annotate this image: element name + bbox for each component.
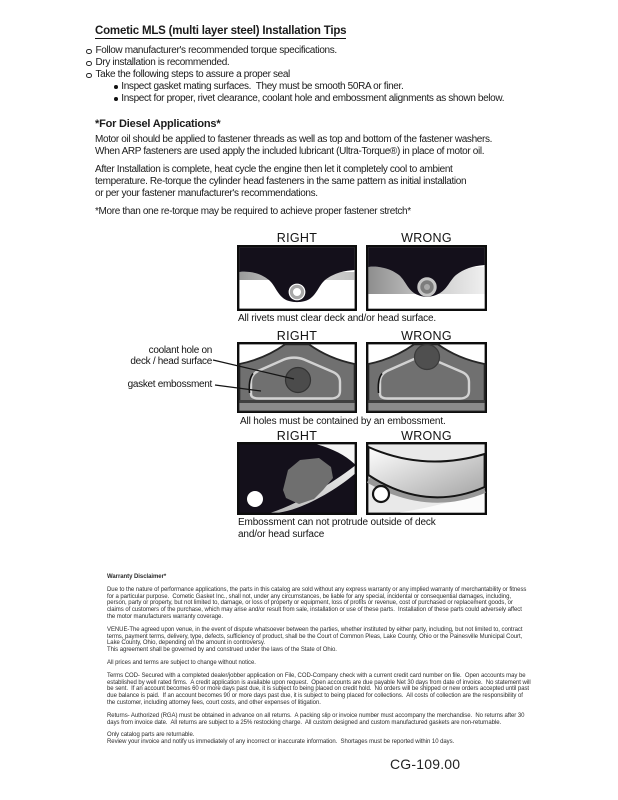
page-code: CG-109.00 <box>390 756 461 772</box>
coolant-hole <box>415 345 440 370</box>
pair3-caption: Embossment can not protrude outside of deck and/or head surface <box>238 517 436 540</box>
bullet-icon <box>114 97 118 101</box>
open-bullet-icon <box>86 49 92 55</box>
coolant-hole-label: coolant hole on deck / head surface <box>130 345 212 368</box>
tip-text: Inspect for proper, rivet clearance, coolant hole and embossment alignments as shown below. <box>121 93 505 104</box>
tip-text: Take the following steps to assure a proper seal <box>95 69 290 80</box>
warranty-disclaimer <box>107 574 531 746</box>
warranty-paragraph: All prices and terms are subject to change without notice. <box>107 659 256 666</box>
tip-text: Follow manufacturer's recommended torque specifications. <box>95 45 337 56</box>
warranty-paragraph: This agreement shall be governed by and construed under the laws of the State of Ohio. <box>107 647 337 654</box>
list-item <box>86 69 536 81</box>
open-bullet-icon <box>86 61 92 67</box>
diagram-protrude-wrong <box>366 442 487 515</box>
tip-text: Inspect gasket mating surfaces. They must be smooth 50RA or finer. <box>121 81 404 92</box>
coolant-hole <box>286 368 311 393</box>
diagram-rivet-wrong <box>366 245 487 311</box>
wrong-label: WRONG <box>401 231 452 245</box>
warranty-paragraph: Due to the nature of performance applications, the parts in this catalog are sold without any express warranty or any implied warranty of merchantability or fitness for a particular purpose. Cometic Gasket Inc., shall not, under any circumstances, be liable for any special, incidental or consequential damages, including, person, party or property, but not limited to, damage, or loss of property or equipment, loss of profits or revenue, cost of purchased or replacement goods, or claims of customers of the purchase, which may arise and/or result from sale, installation or use of these parts. Installation of these parts could adversely affect the motor manufacturers warranty coverage. <box>107 586 528 620</box>
list-item <box>114 81 536 93</box>
installation-tips-list <box>86 45 536 105</box>
open-bullet-icon <box>86 73 92 79</box>
right-label: RIGHT <box>276 329 318 343</box>
pair1-caption: All rivets must clear deck and/or head surface. <box>238 313 437 324</box>
list-item <box>86 57 536 69</box>
diesel-paragraph-2: After Installation is complete, heat cycle the engine then let it completely cool to ambient temperature. Re-torque the cylinder head fasteners in the same pattern as initial installation or per your fastener manufacturer's recommendations. <box>95 164 467 199</box>
page-title: Cometic MLS (multi layer steel) Installation Tips <box>95 25 347 37</box>
bolt-hole <box>247 491 263 507</box>
diesel-note: *More than one re-torque may be required to achieve proper fastener stretch* <box>95 206 411 217</box>
diagram-rivet-right <box>237 245 357 311</box>
wrong-label: WRONG <box>401 329 452 343</box>
list-item <box>86 45 536 57</box>
warranty-paragraph: VENUE-The agreed upon venue, in the event of dispute whatsoever between the parties, whether instituted by either party, including, but not limited to, contract terms, payment terms, delivery, type, defects, sufficiency of product, shall be the Court of Common Pleas, Lake County, Ohio or the Painesville Municipal Court, Lake County, Ohio, depending on the amount in controversy. <box>107 626 525 647</box>
right-label: RIGHT <box>276 231 318 245</box>
warranty-paragraph: Review your invoice and notify us immediately of any incorrect or inaccurate information. Shortages must be reported within 10 days. <box>107 739 455 746</box>
tip-text: Dry installation is recommended. <box>95 57 230 68</box>
warranty-paragraph: Terms COD- Secured with a completed dealer/jobber application on File, COD-Company check with a current credit card number on file. Open accounts may be established by well rated firms. A credit application is available upon request. Open accounts are due payable Net 30 days from date of invoice. No statement will be sent. If an account becomes 60 or more days past due, it is subject to being placed on credit hold. No orders will be shipped or new orders accepted until past due balance is paid. If an account becomes 90 or more days past due, it is subject to being placed for collections. All costs of collection are the responsibility of the customer, including attorney fees, court costs, and other expenses of litigation. <box>107 672 533 706</box>
diagram-embossment-wrong <box>366 342 487 413</box>
warranty-heading: Warranty Disclaimer* <box>107 574 167 580</box>
diagram-embossment-right <box>237 342 357 413</box>
list-item <box>114 93 536 105</box>
wrong-label: WRONG <box>401 429 452 443</box>
warranty-paragraph: Returns- Authorized (RGA) must be obtained in advance on all returns. A packing slip or invoice number must accompany the merchandise. No returns after 30 days from invoice date. All returns are subject to a 25% restocking charge. All custom designed and custom manufactured gaskets are non-returnable. <box>107 712 527 726</box>
right-label: RIGHT <box>276 429 318 443</box>
warranty-paragraph: Only catalog parts are returnable. <box>107 732 195 739</box>
bullet-icon <box>114 85 118 89</box>
gasket-embossment-label: gasket embossment <box>127 379 212 390</box>
diagram-protrude-right <box>237 442 357 515</box>
pair2-caption: All holes must be contained by an embossment. <box>240 416 446 427</box>
diesel-heading: *For Diesel Applications* <box>95 118 221 130</box>
bolt-hole <box>373 486 389 502</box>
diesel-paragraph-1: Motor oil should be applied to fastener threads as well as top and bottom of the fastener washers. When ARP fasteners are used apply the included lubricant (Ultra-Torque®) in place of motor oil. <box>95 134 493 157</box>
